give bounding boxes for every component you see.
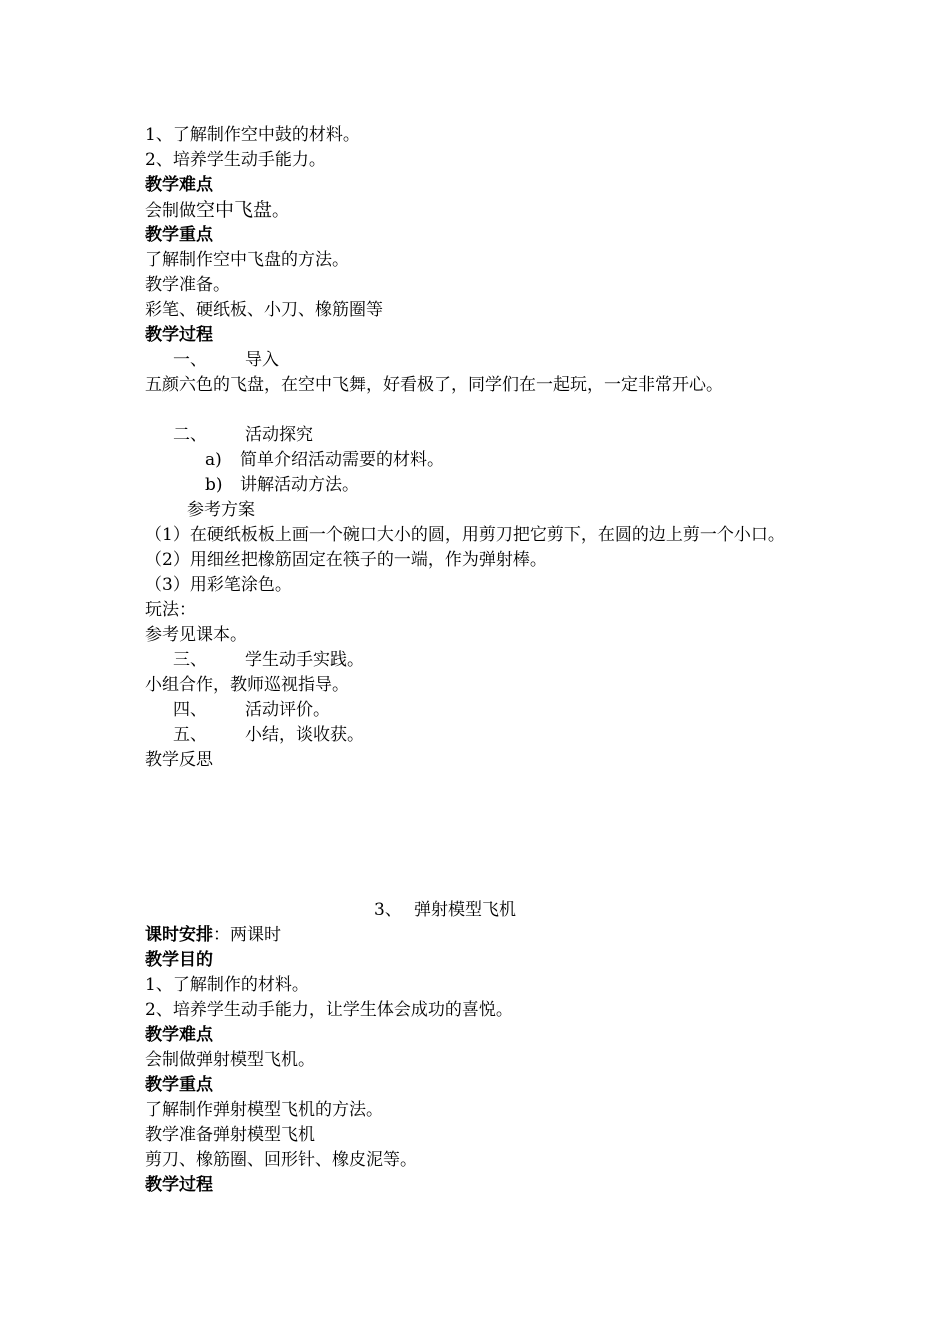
plan-step-3: （3）用彩笔涂色。 xyxy=(145,575,292,595)
sub-item-a-number: a) xyxy=(205,450,222,470)
reflection-heading: 教学反思 xyxy=(145,750,213,770)
goal-line-1: 1、了解制作空中鼓的材料。 xyxy=(145,125,360,145)
step-5 xyxy=(145,723,825,748)
step-5-label: 小结，谈收获。 xyxy=(245,725,364,745)
step-3 xyxy=(145,648,825,673)
plan-label: 参考方案 xyxy=(187,500,255,520)
difficulty-text xyxy=(145,198,825,223)
goal-heading: 教学目的 xyxy=(145,950,213,970)
step-1-number: 一、 xyxy=(173,350,207,370)
step-4-number: 四、 xyxy=(173,700,207,720)
step-1-text: 五颜六色的飞盘，在空中飞舞，好看极了，同学们在一起玩，一定非常开心。 xyxy=(145,375,723,395)
sub-item-b xyxy=(145,473,825,498)
lesson-title-text: 弹射模型飞机 xyxy=(414,900,516,920)
step-4-label: 活动评价。 xyxy=(245,700,330,720)
play-text: 参考见课本。 xyxy=(145,625,247,645)
difficulty-prefix: 会制做 xyxy=(145,201,196,221)
difficulty-text: 会制做弹射模型飞机。 xyxy=(145,1050,315,1070)
spacer xyxy=(145,398,825,423)
step-1 xyxy=(145,348,825,373)
step-2-label: 活动探究 xyxy=(245,425,313,445)
schedule-line xyxy=(145,923,825,948)
difficulty-emphasis: 空中飞盘 xyxy=(196,199,273,221)
difficulty-suffix: 。 xyxy=(272,201,290,221)
play-label: 玩法： xyxy=(145,600,196,620)
key-text: 了解制作弹射模型飞机的方法。 xyxy=(145,1100,383,1120)
goal-line-2: 2、培养学生动手能力。 xyxy=(145,150,326,170)
lesson-title-number: 3、 xyxy=(374,900,402,920)
document-page xyxy=(145,123,825,1198)
step-5-number: 五、 xyxy=(173,725,207,745)
key-heading: 教学重点 xyxy=(145,225,213,245)
step-1-label: 导入 xyxy=(245,350,279,370)
schedule-label: 课时安排 xyxy=(145,925,213,945)
difficulty-heading: 教学难点 xyxy=(145,1025,213,1045)
step-3-number: 三、 xyxy=(173,650,207,670)
lesson-title xyxy=(145,898,825,923)
goal-line-1: 1、了解制作的材料。 xyxy=(145,975,309,995)
sub-item-a-text: 简单介绍活动需要的材料。 xyxy=(240,450,444,470)
sub-item-b-text: 讲解活动方法。 xyxy=(240,475,359,495)
prep-heading: 教学准备。 xyxy=(145,275,230,295)
prep-text: 彩笔、硬纸板、小刀、橡筋圈等 xyxy=(145,300,383,320)
key-text: 了解制作空中飞盘的方法。 xyxy=(145,250,349,270)
step-3-label: 学生动手实践。 xyxy=(245,650,364,670)
sub-item-b-number: b) xyxy=(205,475,223,495)
schedule-value: ：两课时 xyxy=(213,925,281,945)
prep-text: 剪刀、橡筋圈、回形针、橡皮泥等。 xyxy=(145,1150,417,1170)
sub-item-a xyxy=(145,448,825,473)
prep-heading: 教学准备弹射模型飞机 xyxy=(145,1125,315,1145)
plan-step-2: （2）用细丝把橡筋固定在筷子的一端，作为弹射棒。 xyxy=(145,550,547,570)
key-heading: 教学重点 xyxy=(145,1075,213,1095)
goal-line-2: 2、培养学生动手能力，让学生体会成功的喜悦。 xyxy=(145,1000,513,1020)
step-2 xyxy=(145,423,825,448)
difficulty-heading: 教学难点 xyxy=(145,175,213,195)
step-2-number: 二、 xyxy=(173,425,207,445)
section-spacer xyxy=(145,773,825,898)
process-heading: 教学过程 xyxy=(145,325,213,345)
plan-step-1: （1）在硬纸板板上画一个碗口大小的圆，用剪刀把它剪下，在圆的边上剪一个小口。 xyxy=(145,525,785,545)
step-3-text: 小组合作，教师巡视指导。 xyxy=(145,675,349,695)
process-heading: 教学过程 xyxy=(145,1175,213,1195)
step-4 xyxy=(145,698,825,723)
